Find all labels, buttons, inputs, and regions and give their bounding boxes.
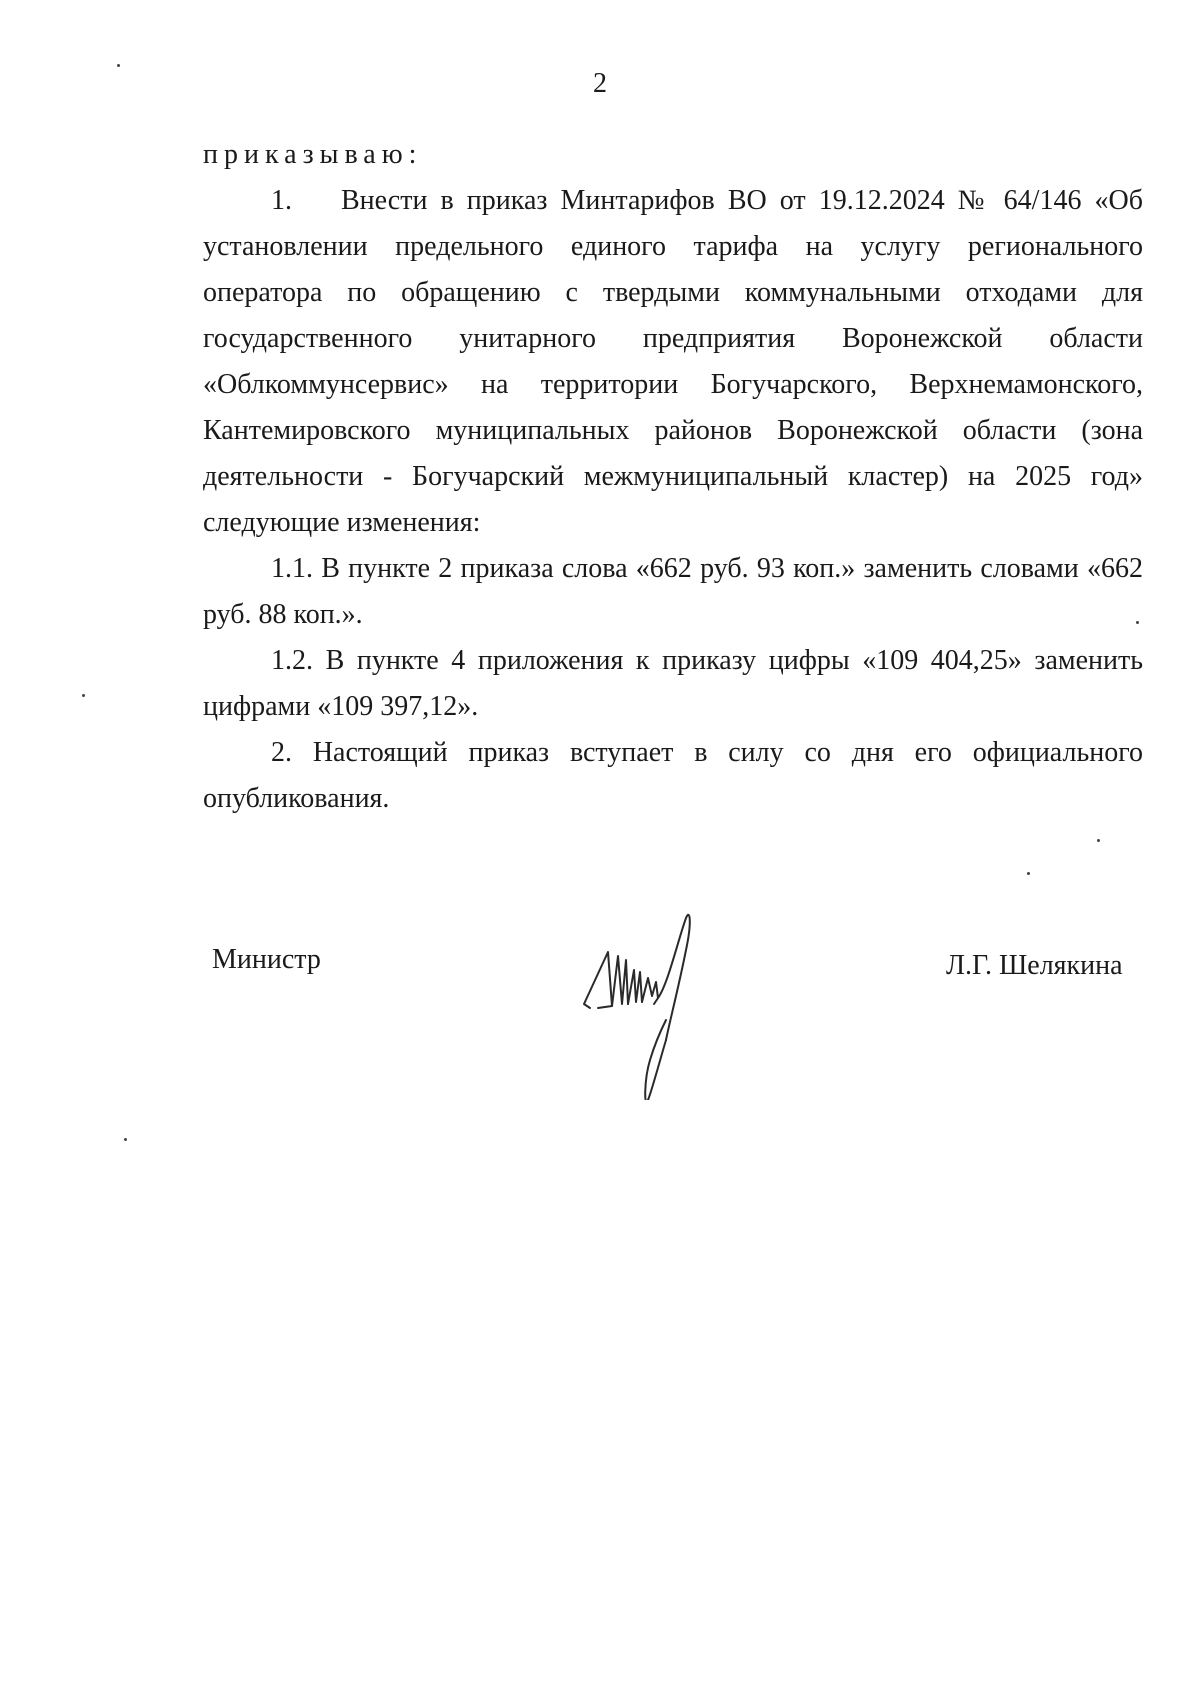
order-word: приказываю:: [203, 139, 423, 170]
scan-speck: [124, 1138, 127, 1141]
scan-speck: [82, 694, 85, 697]
paragraph-item-1-1: 1.1. В пункте 2 приказа слова «662 руб. 93 коп.» заменить словами «662 руб. 88 коп.».: [203, 553, 1143, 630]
scan-speck: [1136, 621, 1139, 624]
signatory-name: Л.Г. Шелякина: [946, 950, 1123, 981]
item-1-text: Внести в приказ Минтарифов ВО от 19.12.2024 № 64/146 «Об установлении предельного единого тарифа на услугу регионального оператора по обращению с твердыми коммунальными отходами для государственного унитарного предприятия Воронежской области «Облкоммунсервис» на территории Богучарского, Верхнемамонского, Кантемировского муниципальных районов Воронежской области (зона деятельности - Богучарский межмуниципальный кластер) на 2025 год» следующие изменения:: [203, 185, 1143, 538]
signatory-title: Министр: [212, 944, 321, 975]
paragraph-item-1: [203, 178, 1143, 546]
scan-speck: [1027, 872, 1030, 875]
paragraph-item-1-2: 1.2. В пункте 4 приложения к приказу цифры «109 404,25» заменить цифрами «109 397,12».: [203, 645, 1143, 722]
item-1-number: 1.: [271, 185, 292, 216]
handwritten-signature: [578, 900, 708, 1100]
scan-speck: [1097, 839, 1100, 842]
document-body: [203, 132, 1143, 822]
paragraph-item-2: 2. Настоящий приказ вступает в силу со дня его официального опубликования.: [203, 737, 1143, 814]
page-number: 2: [593, 68, 607, 99]
scan-speck: [117, 64, 120, 67]
